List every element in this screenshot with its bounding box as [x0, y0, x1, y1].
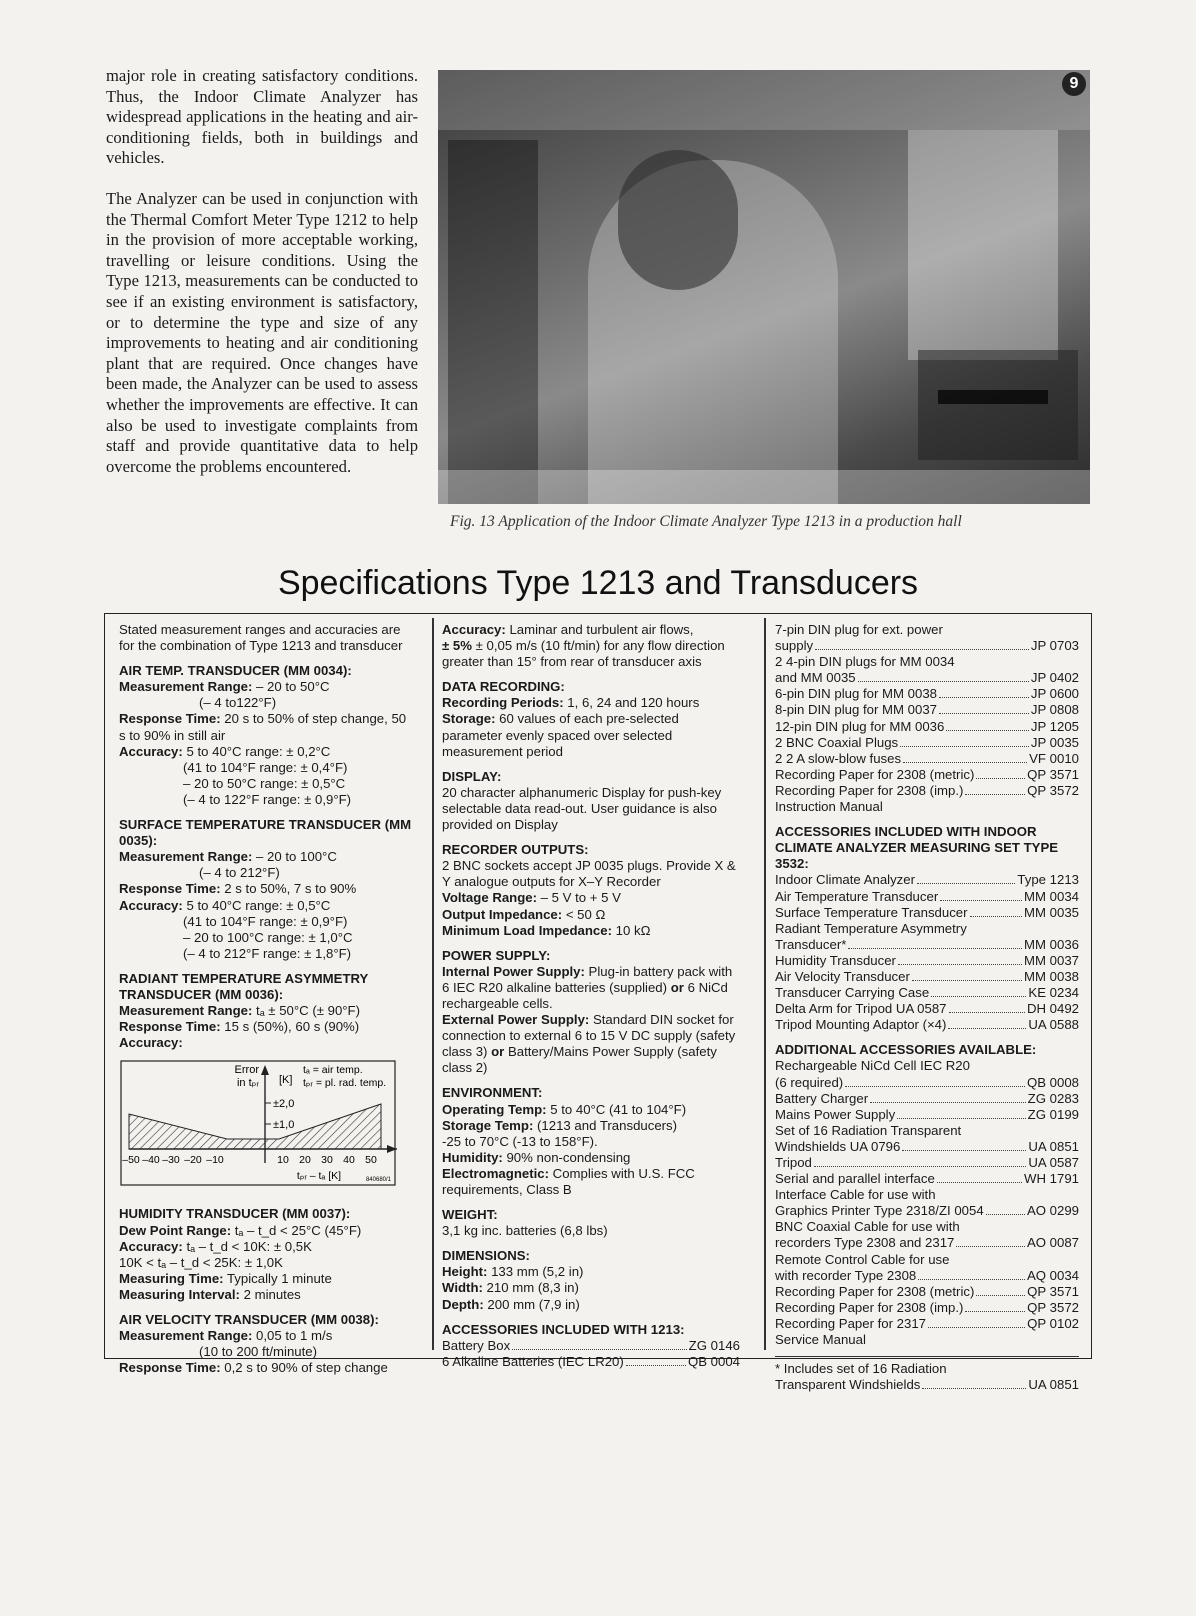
velocity-accuracy	[442, 622, 740, 638]
list-item	[775, 953, 1079, 969]
item-label: Surface Temperature Transducer	[775, 904, 968, 920]
graph-yunit: [K]	[279, 1074, 293, 1087]
air-temp-heading: AIR TEMP. TRANSDUCER (MM 0034):	[119, 663, 352, 679]
list-item	[775, 1203, 1079, 1219]
item-label: Battery Box	[442, 1337, 511, 1353]
item-label: Air Velocity Transducer	[775, 968, 910, 984]
list-item	[775, 872, 1079, 888]
humidity-heading: HUMIDITY TRANSDUCER (MM 0037):	[119, 1206, 351, 1222]
item-label: Recording Paper for 2308 (metric)	[775, 766, 975, 782]
graph-xlabel: tₚᵣ – tₐ [K]	[296, 1170, 342, 1183]
value: tₐ ± 50°C (± 90°F)	[252, 1003, 361, 1019]
value: 20 s to 50% of step change, 50 s to 90% in still air	[119, 711, 407, 743]
value: – 20 to 100°C	[252, 849, 337, 865]
air-temp-accuracy-2: (41 to 104°F range: ± 0,4°F)	[183, 759, 348, 775]
list-item	[775, 638, 1079, 654]
surface-heading: SURFACE TEMPERATURE TRANSDUCER (MM 0035):	[119, 817, 412, 849]
item-label: 2 BNC Coaxial Plugs	[775, 734, 899, 750]
label: External Power Supply:	[442, 1012, 590, 1028]
list-item-pre: 7-pin DIN plug for ext. power	[775, 622, 943, 637]
item-label: recorders Type 2308 and 2317	[775, 1235, 955, 1251]
graph-ylabel-2: in tₚᵣ	[236, 1077, 259, 1090]
item-code: AO 0087	[1026, 1235, 1079, 1251]
figure-badge: 9	[1062, 72, 1086, 96]
item-label: Transducer Carrying Case	[775, 985, 930, 1001]
recording-periods	[442, 695, 740, 711]
graph-ytick-1: ±2,0	[273, 1098, 295, 1111]
air-temp-accuracy-4: (– 4 to 122°F range: ± 0,9°F)	[183, 791, 352, 807]
voltage-range	[442, 890, 740, 906]
air-temp-range	[119, 679, 415, 695]
item-label: 12-pin DIN plug for MM 0036	[775, 718, 945, 734]
item-label: 6-pin DIN plug for MM 0038	[775, 686, 937, 702]
label: Width:	[442, 1280, 483, 1296]
radiant-response	[119, 1019, 415, 1035]
list-item	[775, 1171, 1079, 1187]
item-label: Recording Paper for 2317	[775, 1315, 927, 1331]
list-item	[775, 1091, 1079, 1107]
list-item	[775, 1284, 1079, 1300]
air-temp-response	[119, 711, 415, 743]
dim-height	[442, 1264, 740, 1280]
column-divider	[432, 618, 434, 1350]
label: Accuracy:	[119, 1238, 183, 1254]
humidity-accuracy	[119, 1239, 415, 1255]
intro-text	[106, 66, 418, 497]
graph-xtick-label: 30	[321, 1154, 333, 1167]
graph-xticks	[122, 1154, 377, 1166]
footnote	[775, 1356, 1079, 1393]
air-temp-accuracy	[119, 744, 415, 760]
item-code: JP 0600	[1030, 686, 1079, 702]
value: 0,05 to 1 m/s	[252, 1328, 333, 1344]
value: Complies with U.S. FCC requirements, Class B	[442, 1165, 695, 1197]
item-label: Graphics Printer Type 2318/ZI 0054	[775, 1203, 984, 1219]
label: Output Impedance:	[442, 906, 563, 922]
operating-temp	[442, 1102, 740, 1118]
internal-power	[442, 964, 740, 1012]
value: 10 kΩ	[612, 922, 651, 938]
label: Measurement Range:	[119, 679, 253, 695]
value: < 50 Ω	[562, 906, 606, 922]
label: Depth:	[442, 1296, 484, 1312]
label: Internal Power Supply:	[442, 963, 585, 979]
list-item	[775, 783, 1079, 799]
dimensions-heading: DIMENSIONS:	[442, 1248, 530, 1264]
item-label: 8-pin DIN plug for MM 0037	[775, 702, 937, 718]
humidity-accuracy-2: 10K < tₐ – t_d < 25K: ± 1,0K	[119, 1254, 283, 1270]
item-code: JP 0035	[1030, 734, 1079, 750]
humidity-minterval	[119, 1287, 415, 1303]
list-item	[775, 1107, 1079, 1123]
item-label: Transducer*	[775, 936, 847, 952]
item-code: QB 0008	[1026, 1074, 1079, 1090]
value: Standard DIN socket for connection to external 6 to 15 V DC supply (safety class 3)	[442, 1012, 736, 1060]
item-label: Mains Power Supply	[775, 1106, 896, 1122]
list-item	[775, 735, 1079, 751]
item-label: (6 required)	[775, 1074, 844, 1090]
item-label: Delta Arm for Tripod UA 0587	[775, 1001, 947, 1017]
value: Battery/Mains Power Supply (safety class 2)	[442, 1044, 717, 1076]
item-label: Recording Paper for 2308 (imp.)	[775, 782, 964, 798]
list-item-pre: Rechargeable NiCd Cell IEC R20	[775, 1058, 970, 1074]
display-heading: DISPLAY:	[442, 768, 502, 784]
value: (1213 and Transducers)	[533, 1117, 678, 1133]
item-code: QP 0102	[1027, 1315, 1079, 1331]
value: 200 mm (7,9 in)	[483, 1296, 580, 1312]
item-code: MM 0035	[1024, 904, 1079, 920]
figure-caption: Fig. 13 Application of the Indoor Climate Analyzer Type 1213 in a production hall	[450, 513, 962, 530]
item-label: Humidity Transducer	[775, 952, 896, 968]
list-item	[775, 985, 1079, 1001]
value: 5 to 40°C (41 to 104°F)	[546, 1101, 687, 1117]
value: tₐ – t_d < 25°C (45°F)	[231, 1222, 362, 1238]
velocity-range	[119, 1328, 415, 1344]
value: ± 0,05 m/s (10 ft/min) for any flow direction greater than 15° from rear of transducer axis	[442, 638, 725, 670]
item-label: Battery Charger	[775, 1090, 869, 1106]
list-item-pre: BNC Coaxial Cable for use with	[775, 1219, 960, 1235]
surface-accuracy-2: (41 to 104°F range: ± 0,9°F)	[183, 913, 348, 929]
radiant-heading: RADIANT TEMPERATURE ASYMMETRY TRANSDUCER (MM 0036):	[119, 970, 369, 1002]
label: Storage:	[442, 711, 496, 727]
storage-temp-2: -25 to 70°C (-13 to 158°F).	[442, 1133, 598, 1149]
list-item	[775, 767, 1079, 783]
spec-column-3	[775, 622, 1079, 1393]
value: Laminar and turbulent air flows,	[505, 622, 694, 637]
item-code: DH 0492	[1026, 1001, 1079, 1017]
list-item-pre: Radiant Temperature Asymmetry	[775, 920, 967, 936]
item-code: QP 3571	[1027, 1283, 1079, 1299]
label: Measurement Range:	[119, 1328, 253, 1344]
item-label: 6 Alkaline Batteries (IEC LR20)	[442, 1353, 624, 1369]
value: 133 mm (5,2 in)	[487, 1264, 584, 1280]
dim-width	[442, 1280, 740, 1296]
item-label: Serial and parallel interface	[775, 1171, 935, 1187]
list-item	[775, 937, 1079, 953]
power-heading: POWER SUPPLY:	[442, 947, 551, 963]
item-code: QP 3572	[1027, 782, 1079, 798]
graph-ytick-2: ±1,0	[273, 1119, 295, 1132]
recorder-outputs-heading: RECORDER OUTPUTS:	[442, 842, 589, 858]
value: – 20 to 50°C	[252, 679, 330, 695]
item-code: QP 3572	[1027, 1299, 1079, 1315]
item-code: Type 1213	[1017, 872, 1079, 888]
value: 2 s to 50%, 7 s to 90%	[220, 881, 357, 897]
label: Accuracy:	[119, 897, 183, 913]
label: Measuring Interval:	[119, 1286, 240, 1302]
air-temp-range-imperial: (– 4 to122°F)	[199, 695, 277, 711]
item-code: ZG 0199	[1027, 1106, 1079, 1122]
value: Typically 1 minute	[223, 1270, 332, 1286]
list-item	[775, 1235, 1079, 1251]
graph-xtick-label: 40	[343, 1154, 355, 1167]
surface-accuracy-3: – 20 to 100°C range: ± 1,0°C	[183, 929, 353, 945]
graph-xtick-label: –10	[206, 1154, 224, 1167]
value: or	[667, 979, 684, 995]
label: Voltage Range:	[442, 890, 538, 906]
list-item	[775, 889, 1079, 905]
velocity-range-imperial: (10 to 200 ft/minute)	[199, 1344, 318, 1360]
item-label: Indoor Climate Analyzer	[775, 872, 916, 888]
list-item	[775, 1300, 1079, 1316]
label: Storage Temp:	[442, 1117, 534, 1133]
list-item	[775, 1139, 1079, 1155]
value: 2 minutes	[239, 1286, 301, 1302]
list-item	[775, 1316, 1079, 1332]
graph-legend-1: tₐ = air temp.	[303, 1064, 363, 1077]
error-band	[129, 1104, 381, 1149]
value: 210 mm (8,3 in)	[482, 1280, 579, 1296]
label: Humidity:	[442, 1149, 503, 1165]
graph-xtick-label: –20	[184, 1154, 202, 1167]
value: 15 s (50%), 60 s (90%)	[220, 1019, 360, 1035]
item-code: AO 0299	[1026, 1203, 1079, 1219]
recording-heading: DATA RECORDING:	[442, 679, 565, 695]
label: Height:	[442, 1264, 488, 1280]
list-item-pre: Set of 16 Radiation Transparent	[775, 1122, 962, 1138]
y-axis-arrow	[261, 1065, 269, 1075]
item-code: UA 0851	[1028, 1377, 1079, 1393]
value: 6 NiCd rechargeable cells.	[442, 979, 728, 1011]
item-label: supply	[775, 638, 814, 654]
label: Response Time:	[119, 711, 221, 727]
graph-ylabel-1: Error	[234, 1064, 259, 1077]
humidity-mtime	[119, 1271, 415, 1287]
item-code: JP 0703	[1030, 638, 1079, 654]
item-label: Transparent Windshields	[775, 1377, 921, 1393]
surface-accuracy-4: (– 4 to 212°F range: ± 1,8°F)	[183, 945, 352, 961]
item-label: Windshields UA 0796	[775, 1138, 901, 1154]
intro-paragraph-2: The Analyzer can be used in conjunction with the Thermal Comfort Meter Type 1212 to help in the provision of more acceptable working, travelling or leisure conditions. Using the Type 1213, measurements can be conducted to see if an existing environment is satisfactory, or to determine the type and size of any improvements to heating and air conditioning plant that are required. Once changes have been made, the Analyzer can be used to assess whether the improvements are effective. It can also be used to investigate complaints from staff and provide quantitative data to help overcome the problems encountered.	[106, 188, 418, 476]
list-item	[775, 702, 1079, 718]
list-item	[775, 1155, 1079, 1171]
item-code: UA 0587	[1028, 1155, 1079, 1170]
item-label: Tripod	[775, 1155, 812, 1170]
instruction-manual: Instruction Manual	[775, 799, 883, 815]
label: Dew Point Range:	[119, 1222, 232, 1238]
output-impedance	[442, 907, 740, 923]
display-text: 20 character alphanumeric Display for push-key selectable data read-out. User guidance is also provided on Display	[442, 784, 722, 833]
external-power	[442, 1012, 740, 1076]
label: Response Time:	[119, 1019, 221, 1035]
dim-depth	[442, 1297, 740, 1313]
weight-text: 3,1 kg inc. batteries (6,8 lbs)	[442, 1223, 608, 1239]
item-code: JP 1205	[1030, 718, 1079, 734]
list-item-pre: 2 4-pin DIN plugs for MM 0034	[775, 654, 955, 670]
specifications-box	[104, 613, 1092, 1393]
radiant-accuracy-graph	[119, 1059, 397, 1187]
label: Minimum Load Impedance:	[442, 922, 612, 938]
list-item	[775, 686, 1079, 702]
item-label: Recording Paper for 2308 (imp.)	[775, 1299, 964, 1315]
label: Measurement Range:	[119, 1003, 253, 1019]
item-code: JP 0402	[1030, 670, 1079, 686]
label: Response Time:	[119, 1360, 221, 1376]
item-label: Air Temperature Transducer	[775, 888, 939, 904]
minimum-load	[442, 923, 740, 939]
item-code: JP 0808	[1030, 702, 1079, 718]
set-heading: ACCESSORIES INCLUDED WITH INDOOR CLIMATE ANALYZER MEASURING SET TYPE 3532:	[775, 824, 1059, 872]
label: Recording Periods:	[442, 695, 564, 711]
item-code: QP 3571	[1027, 766, 1079, 782]
graph-xtick-label: 20	[299, 1154, 311, 1167]
list-item	[775, 719, 1079, 735]
surface-response	[119, 881, 415, 897]
recorder-outputs-text: 2 BNC sockets accept JP 0035 plugs. Provide X & Y analogue outputs for X–Y Recorder	[442, 858, 736, 890]
item-code: MM 0036	[1024, 936, 1079, 952]
item-code: KE 0234	[1028, 985, 1079, 1001]
humidity-env	[442, 1150, 740, 1166]
footnote-pre: * Includes set of 16 Radiation	[775, 1361, 947, 1377]
value: 90% non-condensing	[502, 1149, 631, 1165]
list-item	[775, 1377, 1079, 1393]
value: – 5 V to + 5 V	[537, 890, 621, 906]
spec-intro: Stated measurement ranges and accuracies are for the combination of Type 1213 and transducer	[119, 622, 403, 654]
item-code: UA 0588	[1028, 1017, 1079, 1033]
graph-xtick-label: 50	[365, 1154, 377, 1167]
value: 60 values of each pre-selected parameter evenly spaced over selected measurement period	[442, 711, 679, 759]
list-item	[775, 905, 1079, 921]
value: 5 to 40°C range: ± 0,5°C	[182, 897, 331, 913]
item-code: UA 0851	[1028, 1138, 1079, 1154]
item-code: QB 0004	[687, 1353, 740, 1369]
list-item	[775, 1017, 1079, 1033]
weight-heading: WEIGHT:	[442, 1207, 498, 1223]
spec-column-1	[119, 622, 415, 1376]
value: ± 5%	[442, 638, 472, 654]
item-code: VF 0010	[1029, 750, 1079, 766]
graph-xtick-label: 10	[277, 1154, 289, 1167]
item-code: AQ 0034	[1026, 1267, 1079, 1283]
value: 1, 6, 24 and 120 hours	[563, 695, 700, 711]
surface-range	[119, 849, 415, 865]
label: Operating Temp:	[442, 1101, 547, 1117]
graph-xtick-label: –40	[142, 1154, 160, 1167]
list-item	[442, 1354, 740, 1370]
item-label: Tripod Mounting Adaptor (×4)	[775, 1017, 947, 1033]
column-divider	[764, 618, 766, 1350]
air-temp-accuracy-3: – 20 to 50°C range: ± 0,5°C	[183, 775, 346, 791]
list-item	[775, 1001, 1079, 1017]
item-code: ZG 0146	[688, 1337, 740, 1353]
humidity-dew	[119, 1223, 415, 1239]
value: 5 to 40°C range: ± 0,2°C	[182, 743, 331, 759]
service-manual: Service Manual	[775, 1332, 866, 1348]
velocity-accuracy-2	[442, 638, 740, 670]
item-code: ZG 0283	[1027, 1090, 1079, 1106]
item-code: WH 1791	[1024, 1171, 1079, 1187]
label: Measurement Range:	[119, 849, 253, 865]
value: tₐ – t_d < 10K: ± 0,5K	[182, 1238, 312, 1254]
value: or	[487, 1044, 505, 1060]
radiant-accuracy-label: Accuracy:	[119, 1035, 183, 1051]
radiant-range	[119, 1003, 415, 1019]
graph-xtick-label: –30	[162, 1154, 180, 1167]
accessories-1213-heading: ACCESSORIES INCLUDED WITH 1213:	[442, 1321, 685, 1337]
value: 0,2 s to 90% of step change	[220, 1360, 388, 1376]
environment-heading: ENVIRONMENT:	[442, 1085, 543, 1101]
additional-heading: ADDITIONAL ACCESSORIES AVAILABLE:	[775, 1042, 1037, 1058]
graph-ref: 840680/1	[365, 1177, 391, 1184]
item-label: and MM 0035	[775, 670, 856, 686]
label: Accuracy:	[119, 743, 183, 759]
label: Response Time:	[119, 881, 221, 897]
item-label: 2 2 A slow-blow fuses	[775, 750, 902, 766]
spec-column-2	[442, 622, 740, 1370]
list-item	[775, 1075, 1079, 1091]
list-item	[775, 670, 1079, 686]
list-item	[775, 1268, 1079, 1284]
list-item	[775, 969, 1079, 985]
list-item-pre: Remote Control Cable for use	[775, 1251, 950, 1267]
value: Plug-in battery pack with 6 IEC R20 alkaline batteries (supplied)	[442, 963, 733, 995]
intro-paragraph-1: major role in creating satisfactory conditions. Thus, the Indoor Climate Analyzer has widespread applications in the heating and air-conditioning fields, both in buildings and vehicles.	[106, 66, 418, 168]
graph-xtick-label: –50	[122, 1154, 140, 1167]
recording-storage	[442, 711, 740, 759]
surface-range-imperial: (– 4 to 212°F)	[199, 865, 280, 881]
velocity-response	[119, 1360, 415, 1376]
page-title: Specifications Type 1213 and Transducers	[277, 564, 919, 602]
velocity-heading: AIR VELOCITY TRANSDUCER (MM 0038):	[119, 1312, 379, 1327]
surface-accuracy	[119, 898, 415, 914]
list-item	[775, 751, 1079, 767]
label: Measuring Time:	[119, 1270, 224, 1286]
item-code: MM 0038	[1024, 968, 1079, 984]
electromagnetic	[442, 1166, 740, 1198]
list-item-pre: Interface Cable for use with	[775, 1187, 936, 1203]
label: Electromagnetic:	[442, 1165, 549, 1181]
item-code: MM 0034	[1024, 888, 1079, 904]
label: Accuracy:	[442, 622, 506, 637]
graph-legend-2: tₚᵣ = pl. rad. temp.	[303, 1077, 387, 1090]
item-code: MM 0037	[1024, 952, 1079, 968]
production-hall-photo	[438, 70, 1090, 504]
list-item	[442, 1338, 740, 1354]
item-label: Recording Paper for 2308 (metric)	[775, 1283, 975, 1299]
item-label: with recorder Type 2308	[775, 1267, 917, 1283]
storage-temp	[442, 1118, 740, 1134]
